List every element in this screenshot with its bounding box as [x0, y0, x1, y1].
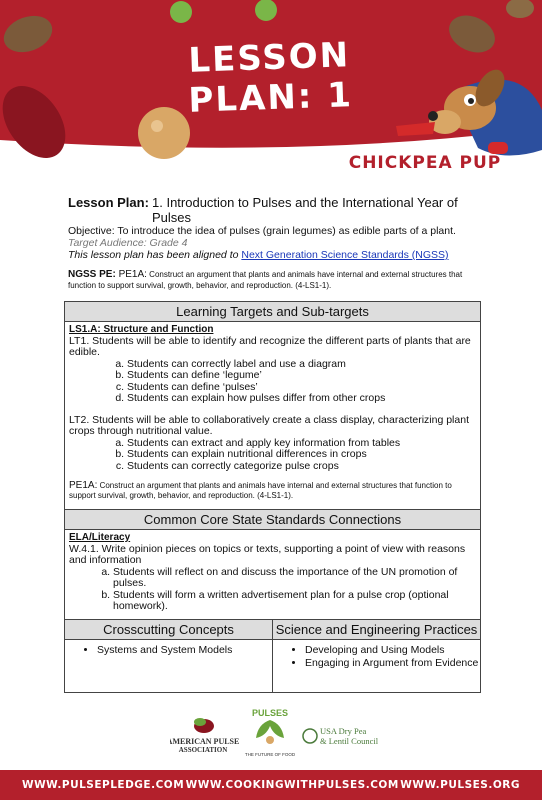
target-audience: Target Audience: Grade 4	[68, 237, 188, 249]
pulses-logo-text: PULSES	[251, 708, 289, 718]
lesson-plan-label: Lesson Plan:	[68, 195, 149, 210]
w41-text: W.4.1. Write opinion pieces on topics or texts, supporting a point of view with reasons and information	[69, 542, 466, 566]
list-item: • Engaging in Argument from Evidence	[305, 657, 480, 670]
learning-targets-heading: Learning Targets and Sub-targets	[65, 302, 480, 322]
list-item: a. Students can correctly label and use a diagram	[127, 359, 476, 371]
ngss-code: PE1A:	[115, 269, 147, 280]
list-item: a. Students will reflect on and discuss the importance of the UN promotion of pulses.	[113, 567, 476, 590]
standards-table	[64, 301, 481, 693]
pe1a-code: PE1A:	[69, 480, 98, 491]
apa-line2: ASSOCIATION	[178, 746, 228, 754]
lt1-list	[69, 359, 476, 405]
list-item: c. Students can correctly categorize pulse crops	[127, 461, 476, 473]
lt1-text: LT1. Students will be able to identify and recognize the different parts of plants that are edible.	[69, 334, 471, 358]
sponsor-logos	[170, 706, 380, 762]
pe1a-note	[69, 481, 476, 501]
crosscutting-column	[65, 620, 272, 692]
practices-list	[273, 644, 480, 670]
lt2-text: LT2. Students will be able to collaboratively create a class display, characterizing plant crops through nutritional value.	[69, 413, 469, 437]
footer-bar	[0, 770, 542, 800]
practices-column	[272, 620, 480, 692]
american-pulse-association-logo	[170, 718, 239, 754]
list-item: b. Students will form a written advertisement plan for a pulse crop (optional homework).	[113, 590, 476, 613]
page-title: LESSON PLAN: 1	[187, 35, 354, 121]
core-list	[69, 567, 476, 613]
footer-link-pulsepledge[interactable]: WWW.PULSEPLEDGE.COM	[22, 779, 185, 791]
crosscutting-list	[65, 644, 272, 692]
list-item: • Developing and Using Models	[305, 644, 480, 657]
common-core-body	[65, 530, 480, 619]
usa-line2: & Lentil Council	[320, 736, 379, 746]
list-item: • Systems and System Models	[97, 644, 272, 657]
list-item: a. Students can extract and apply key information from tables	[127, 438, 476, 450]
apa-line1: AMERICAN PULSE	[170, 737, 240, 746]
practices-heading: Science and Engineering Practices	[273, 620, 480, 640]
ngss-text: Construct an argument that plants and animals have internal and external structures that function to support survival, growth, behavior, and reproduction. (4-LS1-1).	[68, 270, 463, 290]
ngss-link[interactable]: Next Generation Science Standards (NGSS)	[241, 249, 449, 261]
ngss-label: NGSS PE:	[68, 269, 116, 280]
learning-targets-body	[65, 322, 480, 509]
objective: Objective: To introduce the idea of pulses (grain legumes) as edible parts of a plant.	[68, 225, 456, 237]
mascot-name: CHICKPEA PUP	[348, 153, 502, 173]
list-item: b. Students can define ‘legume’	[127, 370, 476, 382]
ela-heading: ELA/Literacy	[69, 532, 131, 543]
pulses-future-of-food-logo	[245, 708, 296, 757]
usa-line1: USA Dry Pea	[320, 726, 367, 736]
lesson-title: 1. Introduction to Pulses and the International Year of Pulses	[152, 195, 458, 225]
alignment-note	[68, 249, 480, 261]
list-item: b. Students can explain nutritional differences in crops	[127, 449, 476, 461]
alignment-prefix: This lesson plan has been aligned to	[68, 249, 242, 261]
concepts-practices-row	[65, 619, 480, 692]
ls1a-heading: LS1.A: Structure and Function	[69, 324, 214, 335]
list-item: c. Students can define ‘pulses’	[127, 382, 476, 394]
pe1a-text: Construct an argument that plants and animals have internal and external structures that function to support survival, growth, behavior, and reproduction. (4-LS1-1).	[69, 481, 452, 500]
usa-dry-pea-lentil-council-logo	[303, 726, 379, 746]
pea-icon	[255, 0, 277, 21]
pea-icon	[170, 1, 192, 23]
lt2-list	[69, 438, 476, 473]
crosscutting-heading: Crosscutting Concepts	[65, 620, 272, 640]
common-core-heading: Common Core State Standards Connections	[65, 509, 480, 530]
ngss-pe	[68, 269, 480, 291]
header-banner	[0, 0, 542, 145]
footer-link-pulses[interactable]: WWW.PULSES.ORG	[400, 779, 520, 791]
pulses-tagline: THE FUTURE OF FOOD	[244, 752, 296, 757]
list-item: d. Students can explain how pulses differ from other crops	[127, 393, 476, 405]
lesson-intro	[68, 195, 480, 291]
footer-link-cookingwithpulses[interactable]: WWW.COOKINGWITHPULSES.COM	[185, 779, 399, 791]
lesson-title-row	[68, 195, 480, 225]
